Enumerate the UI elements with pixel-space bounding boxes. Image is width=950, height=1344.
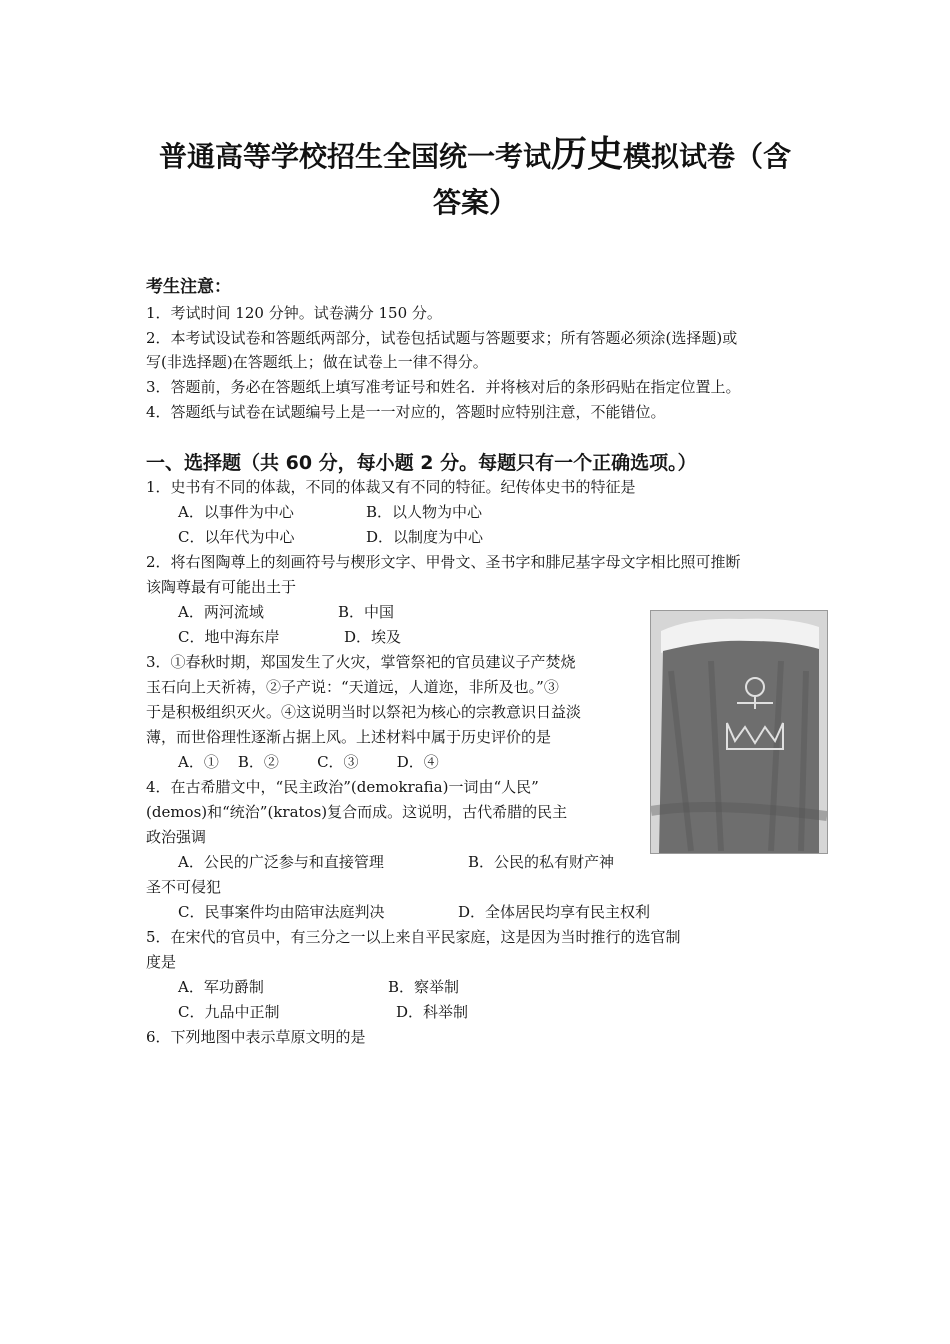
q2-option-a: A．两河流域	[178, 603, 264, 621]
q4-line3: 政治强调	[146, 828, 207, 846]
q4-option-b-cont: 圣不可侵犯	[146, 878, 222, 896]
notice-item-2: 2．本考试设试卷和答题纸两部分，试卷包括试题与答题要求；所有答题必须涂(选择题)或	[146, 329, 738, 347]
title-part2: 历史	[550, 134, 623, 175]
q4-line1: 4．在古希腊文中，“民主政治”(demokrafia)一词由“人民”	[146, 778, 539, 796]
q2-stem-line1: 2．将右图陶尊上的刻画符号与楔形文字、甲骨文、圣书字和腓尼基字母文字相比照可推断	[146, 553, 741, 571]
q4-option-a: A．公民的广泛参与和直接管理	[178, 853, 384, 871]
q3-options: A．① B．② C．③ D．④	[178, 753, 439, 771]
q4-option-b: B．公民的私有财产神	[468, 853, 615, 871]
q1-stem: 1．史书有不同的体裁，不同的体裁又有不同的特征。纪传体史书的特征是	[146, 478, 636, 496]
q1-option-c: C．以年代为中心	[178, 528, 295, 546]
notice-item-2-cont: 写(非选择题)在答题纸上；做在试卷上一律不得分。	[146, 353, 488, 371]
q5-option-c: C．九品中正制	[178, 1003, 280, 1021]
q1-option-b: B．以人物为中心	[366, 503, 483, 521]
q5-option-a: A．军功爵制	[178, 978, 264, 996]
q2-option-c: C．地中海东岸	[178, 628, 280, 646]
notice-item-4: 4．答题纸与试卷在试题编号上是一一对应的，答题时应特别注意，不能错位。	[146, 403, 666, 421]
q2-stem-line2: 该陶尊最有可能出土于	[146, 578, 297, 596]
q3-line2: 玉石向上天祈祷，②子产说：“天道远，人道迩，非所及也。”③	[146, 678, 559, 696]
title-part3: 模拟试卷（含	[623, 140, 792, 173]
pottery-vessel-image	[650, 610, 828, 854]
pottery-vessel-drawing	[651, 611, 827, 853]
q4-option-c: C．民事案件均由陪审法庭判决	[178, 903, 385, 921]
q1-option-a: A．以事件为中心	[178, 503, 294, 521]
q2-option-b: B．中国	[338, 603, 395, 621]
title-line2: 答案）	[432, 186, 517, 219]
q5-line1: 5．在宋代的官员中，有三分之一以上来自平民家庭，这是因为当时推行的选官制	[146, 928, 681, 946]
q4-line2: (demos)和“统治”(kratos)复合而成。这说明，古代希腊的民主	[146, 803, 568, 821]
notice-item-1: 1．考试时间 120 分钟。试卷满分 150 分。	[146, 304, 442, 322]
q1-option-d: D．以制度为中心	[366, 528, 484, 546]
title-part1: 普通高等学校招生全国统一考试	[158, 140, 551, 173]
q3-line1: 3．①春秋时期，郑国发生了火灾，掌管祭祀的官员建议子产焚烧	[146, 653, 576, 671]
q5-line2: 度是	[146, 953, 177, 971]
section-heading: 一、选择题（共 60 分，每小题 2 分。每题只有一个正确选项。）	[146, 452, 697, 474]
notice-heading: 考生注意：	[146, 277, 231, 297]
q3-line4: 薄，而世俗理性逐渐占据上风。上述材料中属于历史评价的是	[146, 728, 552, 746]
page-title	[120, 132, 830, 226]
q4-option-d: D．全体居民均享有民主权利	[458, 903, 651, 921]
notice-item-3: 3．答题前，务必在答题纸上填写准考证号和姓名．并将核对后的条形码贴在指定位置上。	[146, 378, 741, 396]
q5-option-d: D．科举制	[396, 1003, 469, 1021]
q6-stem: 6．下列地图中表示草原文明的是	[146, 1028, 366, 1046]
q5-option-b: B．察举制	[388, 978, 460, 996]
q2-option-d: D．埃及	[344, 628, 402, 646]
q3-line3: 于是积极组织灭火。④这说明当时以祭祀为核心的宗教意识日益淡	[146, 703, 582, 721]
